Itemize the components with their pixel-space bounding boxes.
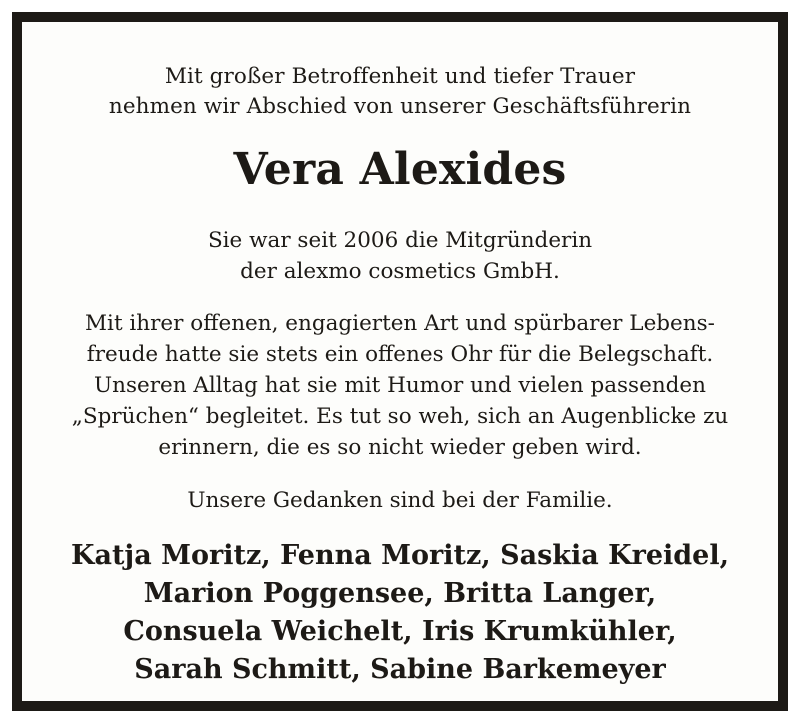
intro-line-2: nehmen wir Abschied von unserer Geschäftsführerin: [108, 94, 692, 119]
tribute-line-3: Unseren Alltag hat sie mit Humor und vielen passenden: [94, 373, 706, 398]
founder-line-2: der alexmo cosmetics GmbH.: [240, 259, 560, 284]
tribute-line-2: freude hatte sie stets ein offenes Ohr für die Belegschaft.: [86, 342, 714, 367]
founder-line-1: Sie war seit 2006 die Mitgründerin: [207, 228, 593, 253]
signatories-line-1: Katja Moritz, Fenna Moritz, Saskia Kreidel,: [71, 540, 729, 571]
deceased-name: Vera Alexides: [233, 144, 567, 195]
signatories-line-2: Marion Poggensee, Britta Langer,: [143, 578, 657, 609]
intro-line-1: Mit großer Betroffenheit und tiefer Trauer: [164, 64, 636, 89]
tribute-line-5: erinnern, die es so nicht wieder geben wird.: [158, 435, 642, 460]
signatories-line-4: Sarah Schmitt, Sabine Barkemeyer: [134, 654, 666, 685]
obituary-notice: [12, 12, 788, 711]
tribute-line-4: „Sprüchen“ begleitet. Es tut so weh, sich an Augenblicke zu: [71, 404, 729, 429]
signatories-line-3: Consuela Weichelt, Iris Krumkühler,: [123, 616, 677, 647]
thoughts-line: Unsere Gedanken sind bei der Familie.: [187, 488, 613, 513]
tribute-line-1: Mit ihrer offenen, engagierten Art und spürbarer Lebens-: [85, 311, 715, 336]
